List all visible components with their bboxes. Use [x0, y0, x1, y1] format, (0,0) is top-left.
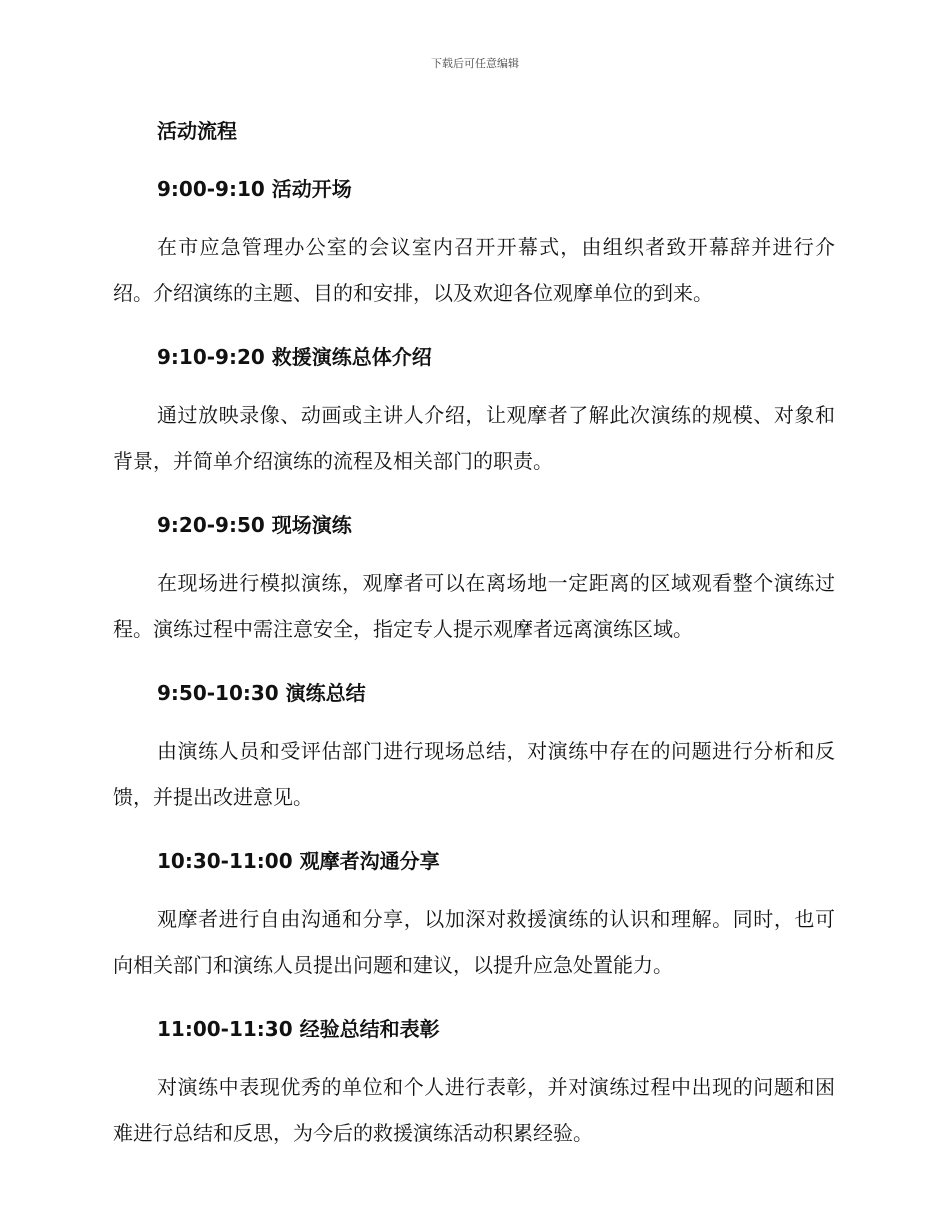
document-content: [113, 112, 835, 1156]
section-paragraph: 对演练中表现优秀的单位和个人进行表彰，并对演练过程中出现的问题和困难进行总结和反思，为今后的救援演练活动积累经验。: [113, 1075, 835, 1145]
section-paragraph: 由演练人员和受评估部门进行现场总结，对演练中存在的问题进行分析和反馈，并提出改进意见。: [113, 739, 835, 809]
section-heading: 9:10-9:20 救援演练总体介绍: [157, 345, 432, 369]
section-paragraph: 在市应急管理办公室的会议室内召开开幕式，由组织者致开幕辞并进行介绍。介绍演练的主题、目的和安排，以及欢迎各位观摩单位的到来。: [113, 235, 835, 305]
section-paragraph: 观摩者进行自由沟通和分享，以加深对救援演练的认识和理解。同时，也可向相关部门和演练人员提出问题和建议，以提升应急处置能力。: [113, 907, 835, 977]
document-title: 活动流程: [157, 119, 237, 143]
section-heading: 9:50-10:30 演练总结: [157, 681, 366, 705]
section-heading: 9:20-9:50 现场演练: [157, 513, 352, 537]
section-heading: 9:00-9:10 活动开场: [157, 177, 352, 201]
header-note: 下载后可任意编辑: [431, 57, 519, 70]
section-paragraph: 通过放映录像、动画或主讲人介绍，让观摩者了解此次演练的规模、对象和背景，并简单介绍演练的流程及相关部门的职责。: [113, 403, 835, 473]
section-paragraph: 在现场进行模拟演练，观摩者可以在离场地一定距离的区域观看整个演练过程。演练过程中需注意安全，指定专人提示观摩者远离演练区域。: [113, 571, 835, 641]
section-heading: 11:00-11:30 经验总结和表彰: [157, 1017, 440, 1041]
section-heading: 10:30-11:00 观摩者沟通分享: [157, 849, 440, 873]
